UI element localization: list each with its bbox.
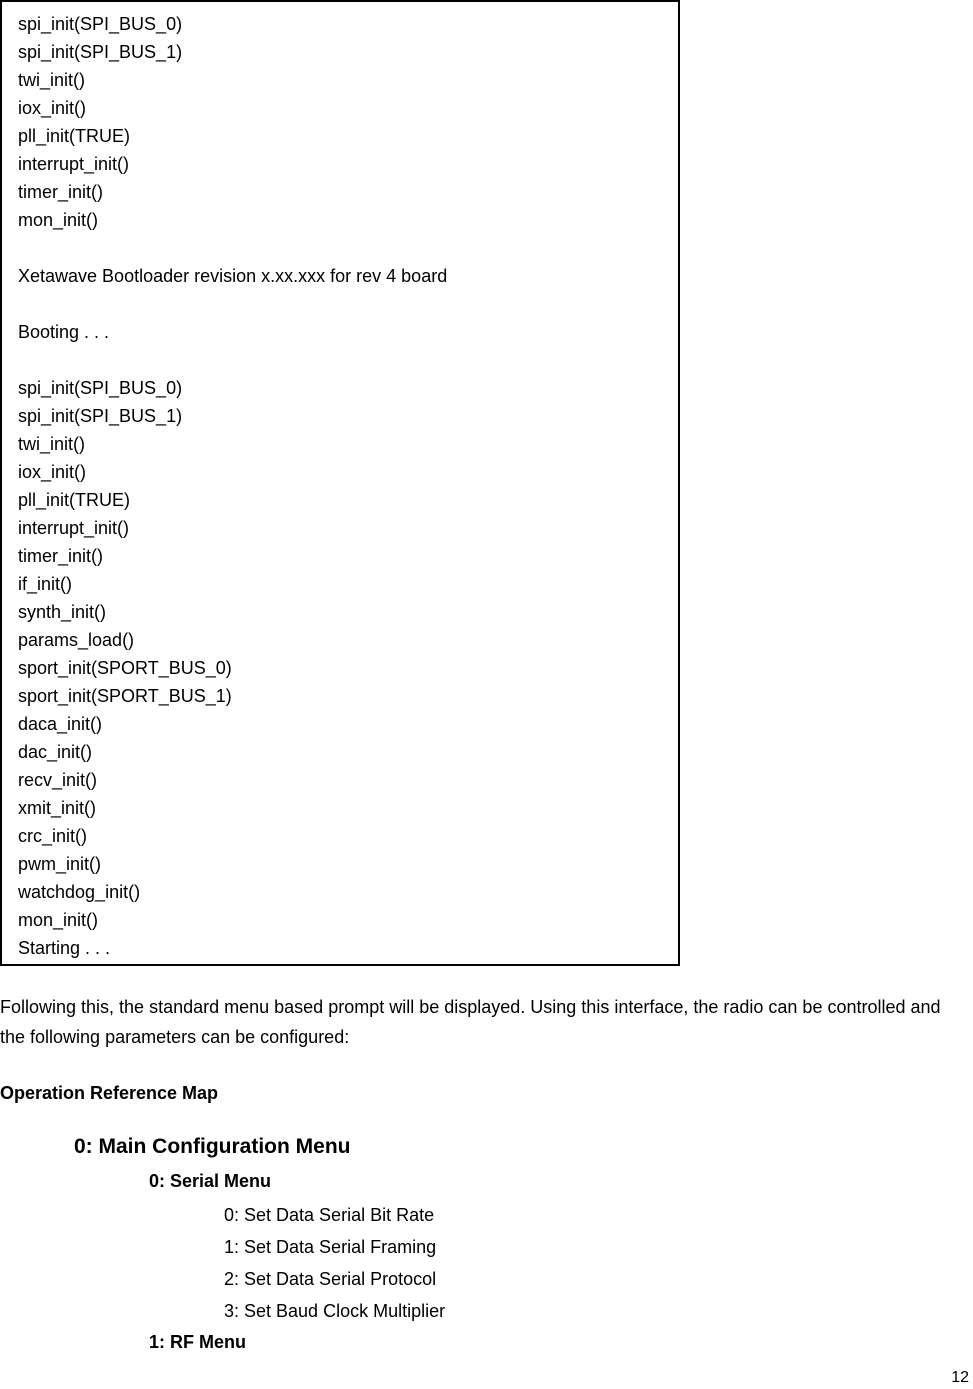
- page-number: 12: [951, 1369, 969, 1386]
- section-heading: Operation Reference Map: [0, 1083, 219, 1103]
- console-line: daca_init(): [18, 714, 103, 734]
- console-line: twi_init(): [18, 70, 86, 90]
- console-line: crc_init(): [18, 826, 88, 846]
- serial-menu-item: 2: Set Data Serial Protocol: [224, 1269, 437, 1289]
- main-configuration-menu-title: 0: Main Configuration Menu: [74, 1135, 351, 1158]
- console-line: pll_init(TRUE): [18, 126, 131, 146]
- intro-paragraph: Following this, the standard menu based prompt will be displayed. Using this interface, the radio can be controlled and the following parameters can be configured:: [0, 997, 941, 1047]
- serial-menu-item: 3: Set Baud Clock Multiplier: [224, 1301, 446, 1321]
- console-line-starting: Starting . . .: [18, 938, 111, 958]
- serial-menu-title: 0: Serial Menu: [149, 1171, 272, 1191]
- console-line: sport_init(SPORT_BUS_0): [18, 658, 232, 678]
- console-line: mon_init(): [18, 910, 99, 930]
- console-line: watchdog_init(): [18, 882, 141, 902]
- console-line: if_init(): [18, 574, 73, 594]
- console-line: dac_init(): [18, 742, 93, 762]
- console-output-box: [0, 0, 680, 966]
- console-line: mon_init(): [18, 210, 99, 230]
- console-line: twi_init(): [18, 434, 86, 454]
- console-line: iox_init(): [18, 462, 87, 482]
- console-line: timer_init(): [18, 182, 104, 202]
- console-line: sport_init(SPORT_BUS_1): [18, 686, 232, 706]
- console-line: synth_init(): [18, 602, 107, 622]
- console-line: interrupt_init(): [18, 518, 130, 538]
- console-lines: [18, 10, 447, 962]
- console-line-blank: [18, 346, 447, 374]
- console-line: interrupt_init(): [18, 154, 130, 174]
- console-line: timer_init(): [18, 546, 104, 566]
- console-line: spi_init(SPI_BUS_0): [18, 14, 183, 34]
- console-line: pll_init(TRUE): [18, 490, 131, 510]
- console-line-booting: Booting . . .: [18, 322, 110, 342]
- console-line: spi_init(SPI_BUS_1): [18, 42, 183, 62]
- serial-menu-item: 1: Set Data Serial Framing: [224, 1237, 437, 1257]
- console-line-bootloader-revision: Xetawave Bootloader revision x.xx.xxx for rev 4 board: [18, 266, 448, 286]
- serial-menu-item: 0: Set Data Serial Bit Rate: [224, 1205, 435, 1225]
- serial-menu-items: [224, 1199, 445, 1327]
- console-line: iox_init(): [18, 98, 87, 118]
- console-line: recv_init(): [18, 770, 98, 790]
- console-line: pwm_init(): [18, 854, 102, 874]
- console-line: params_load(): [18, 630, 135, 650]
- console-line-blank: [18, 290, 447, 318]
- console-line: xmit_init(): [18, 798, 97, 818]
- rf-menu-title: 1: RF Menu: [149, 1332, 246, 1352]
- console-line: spi_init(SPI_BUS_1): [18, 406, 183, 426]
- console-line-blank: [18, 234, 447, 262]
- console-line: spi_init(SPI_BUS_0): [18, 378, 183, 398]
